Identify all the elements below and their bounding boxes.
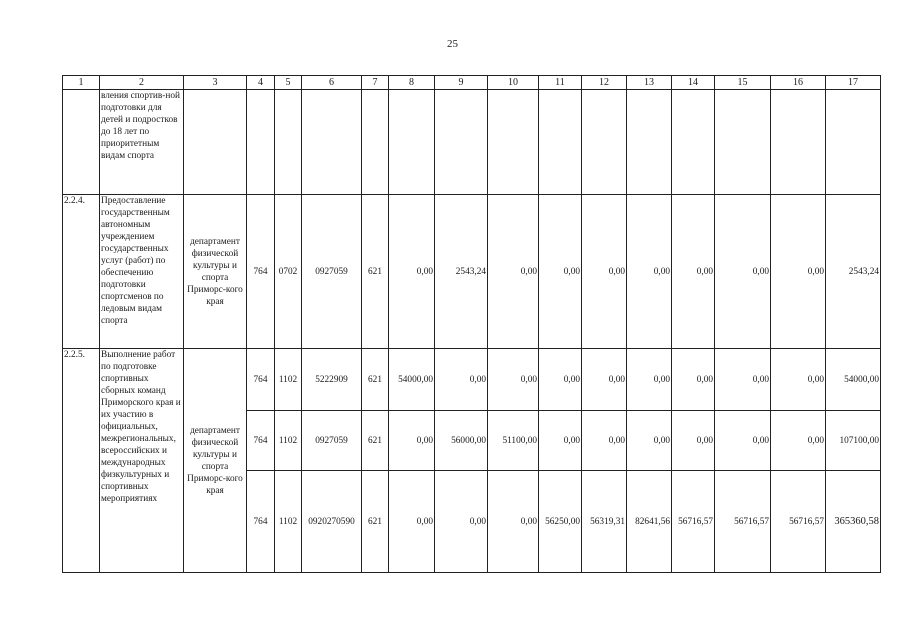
table-cell: [539, 90, 582, 195]
cell-target-code: 0927059: [302, 411, 362, 471]
cell-amount: 54000,00: [389, 349, 435, 411]
cell-expense-type: 621: [362, 411, 389, 471]
cell-amount: 56319,31: [582, 471, 627, 573]
cell-amount: 0,00: [672, 411, 715, 471]
cell-amount: 56716,57: [771, 471, 826, 573]
cell-target-code: 0927059: [302, 195, 362, 349]
cell-amount: 82641,56: [627, 471, 672, 573]
cell-amount: 56716,57: [672, 471, 715, 573]
cell-amount: 0,00: [771, 349, 826, 411]
budget-table: [62, 75, 881, 573]
item-index: 2.2.5.: [63, 349, 100, 573]
table-cell: [582, 90, 627, 195]
cell-target-code: 0920270590: [302, 471, 362, 573]
table-row-2-2-4: [63, 195, 881, 349]
cell-grbs: 764: [247, 349, 275, 411]
cell-amount: 0,00: [539, 411, 582, 471]
col-header: 1: [63, 76, 100, 90]
col-header: 7: [362, 76, 389, 90]
cell-amount: 0,00: [771, 195, 826, 349]
table-cell: [63, 90, 100, 195]
department-cell: департамент физической культуры и спорта Приморс-кого края: [184, 349, 247, 573]
table-cell: [184, 90, 247, 195]
cell-section: 1102: [275, 411, 302, 471]
cell-expense-type: 621: [362, 471, 389, 573]
col-header: 11: [539, 76, 582, 90]
cell-amount: 0,00: [627, 195, 672, 349]
col-header: 12: [582, 76, 627, 90]
continuation-text: вления спортив-ной подготовки для детей и подростков до 18 лет по приоритетным видам спорта: [100, 90, 184, 195]
cell-amount: 0,00: [627, 411, 672, 471]
header-row: [63, 76, 881, 90]
item-index: 2.2.4.: [63, 195, 100, 349]
cell-amount: 0,00: [715, 411, 771, 471]
table-cell: [715, 90, 771, 195]
cell-amount: 0,00: [539, 195, 582, 349]
table-cell: [627, 90, 672, 195]
table-cell: [247, 90, 275, 195]
col-header: 9: [435, 76, 488, 90]
col-header: 13: [627, 76, 672, 90]
cell-amount: 0,00: [672, 195, 715, 349]
cell-section: 0702: [275, 195, 302, 349]
cell-total: 2543,24: [826, 195, 881, 349]
item-name: Предоставление государственным автономным учреждением государственных услуг (работ) по обеспечению подготовки спортсменов по ледовым видам спорта: [100, 195, 184, 349]
cell-amount: 56000,00: [435, 411, 488, 471]
cell-amount: 0,00: [435, 471, 488, 573]
page-number: 25: [447, 38, 458, 50]
cell-grbs: 764: [247, 411, 275, 471]
cell-amount: 0,00: [771, 411, 826, 471]
cell-amount: 0,00: [715, 349, 771, 411]
cell-amount: 0,00: [389, 195, 435, 349]
col-header: 5: [275, 76, 302, 90]
cell-amount: 0,00: [389, 471, 435, 573]
col-header: 3: [184, 76, 247, 90]
department-cell: департамент физической культуры и спорта Приморс-кого края: [184, 195, 247, 349]
col-header: 14: [672, 76, 715, 90]
col-header: 2: [100, 76, 184, 90]
table-cell: [362, 90, 389, 195]
cell-amount: 51100,00: [488, 411, 539, 471]
col-header: 10: [488, 76, 539, 90]
cell-amount: 0,00: [715, 195, 771, 349]
col-header: 15: [715, 76, 771, 90]
cell-expense-type: 621: [362, 349, 389, 411]
cell-expense-type: 621: [362, 195, 389, 349]
cell-amount: 0,00: [435, 349, 488, 411]
col-header: 16: [771, 76, 826, 90]
cell-amount: 0,00: [488, 349, 539, 411]
cell-amount: 0,00: [627, 349, 672, 411]
cell-amount: 0,00: [539, 349, 582, 411]
table-cell: [826, 90, 881, 195]
table-cell: [389, 90, 435, 195]
cell-target-code: 5222909: [302, 349, 362, 411]
table-cell: [275, 90, 302, 195]
cell-amount: 56716,57: [715, 471, 771, 573]
table-row-2-2-5: [63, 349, 881, 411]
table-cell: [435, 90, 488, 195]
cell-amount: 2543,24: [435, 195, 488, 349]
cell-amount: 0,00: [582, 411, 627, 471]
cell-total: 54000,00: [826, 349, 881, 411]
item-name: Выполнение работ по подготовке спортивных сборных команд Приморского края и их участию в официальных, межрегиональных, всероссийских и международных физкультурных и спортивных мероприятиях: [100, 349, 184, 573]
continuation-row: [63, 90, 881, 195]
cell-section: 1102: [275, 471, 302, 573]
cell-amount: 0,00: [582, 349, 627, 411]
cell-amount: 0,00: [582, 195, 627, 349]
cell-amount: 0,00: [389, 411, 435, 471]
cell-amount: 0,00: [488, 195, 539, 349]
table-cell: [488, 90, 539, 195]
cell-grbs: 764: [247, 471, 275, 573]
cell-total: 107100,00: [826, 411, 881, 471]
col-header: 8: [389, 76, 435, 90]
col-header: 6: [302, 76, 362, 90]
table-cell: [672, 90, 715, 195]
col-header: 17: [826, 76, 881, 90]
col-header: 4: [247, 76, 275, 90]
table-cell: [302, 90, 362, 195]
cell-amount: 56250,00: [539, 471, 582, 573]
cell-total: 365360,58: [826, 471, 881, 573]
cell-section: 1102: [275, 349, 302, 411]
table-cell: [771, 90, 826, 195]
cell-grbs: 764: [247, 195, 275, 349]
cell-amount: 0,00: [488, 471, 539, 573]
cell-amount: 0,00: [672, 349, 715, 411]
